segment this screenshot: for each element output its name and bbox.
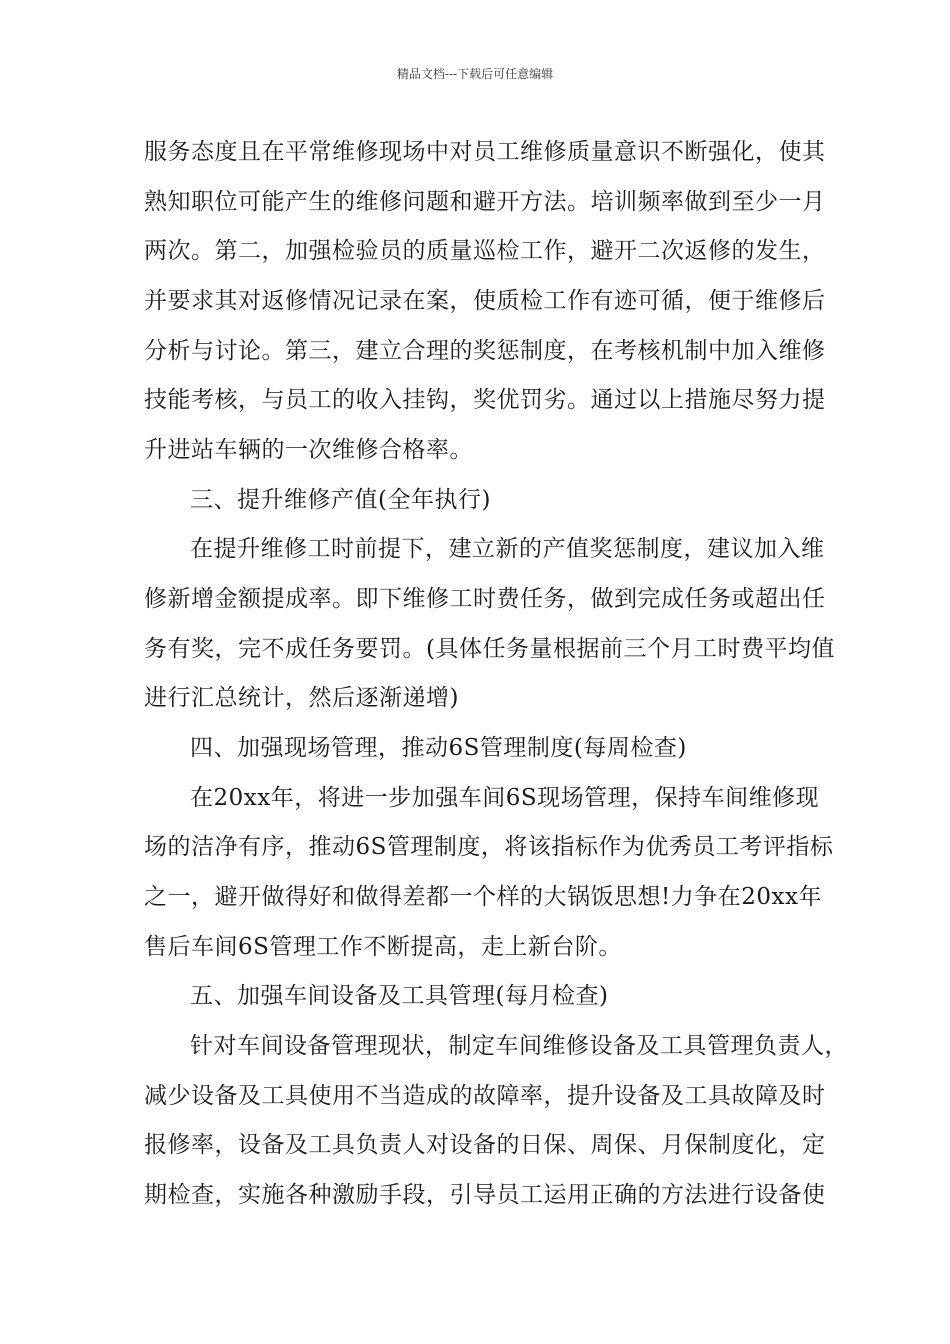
body-line: 技能考核，与员工的收入挂钩，奖优罚劣。通过以上措施尽努力提 [144,387,826,413]
body-line: 并要求其对返修情况记录在案，使质检工作有迹可循，便于维修后 [144,288,826,314]
body-line: 售后车间6S管理工作不断提高，走上新台阶。 [144,934,622,960]
body-line: 报修率，设备及工具负责人对设备的日保、周保、月保制度化，定 [144,1132,826,1158]
body-line: 在提升维修工时前提下，建立新的产值奖惩制度，建议加入维 [190,536,825,562]
body-line: 在20xx年，将进一步加强车间6S现场管理，保持车间维修现 [190,785,820,811]
body-line: 针对车间设备管理现状，制定车间维修设备及工具管理负责人， [190,1033,848,1059]
body-line: 修新增金额提成率。即下维修工时费任务，做到完成任务或超出任 [144,586,826,612]
body-line: 升进站车辆的一次维修合格率。 [144,437,473,463]
body-line: 减少设备及工具使用不当造成的故障率，提升设备及工具故障及时 [144,1083,826,1109]
body-line: 服务态度且在平常维修现场中对员工维修质量意识不断强化，使其 [144,139,826,165]
body-line: 之一，避开做得好和做得差都一个样的大锅饭思想!力争在20xx年 [144,884,822,910]
body-line: 分析与讨论。第三，建立合理的奖惩制度，在考核机制中加入维修 [144,338,826,364]
section-heading: 三、提升维修产值(全年执行) [190,487,491,513]
section-heading: 五、加强车间设备及工具管理(每月检查) [190,983,609,1009]
section-heading: 四、加强现场管理，推动6S管理制度(每周检查) [190,735,687,761]
body-line: 场的洁净有序，推动6S管理制度，将该指标作为优秀员工考评指标 [144,834,834,860]
body-line: 两次。第二，加强检验员的质量巡检工作，避开二次返修的发生， [144,238,826,264]
body-line: 务有奖，完不成任务要罚。(具体任务量根据前三个月工时费平均值 [144,636,835,662]
page-header: 精品文档---下载后可任意编辑 [396,67,554,81]
body-line: 熟知职位可能产生的维修问题和避开方法。培训频率做到至少一月 [144,189,826,215]
body-line: 进行汇总统计，然后逐渐递增) [144,685,459,711]
body-line: 期检查，实施各种激励手段，引导员工运用正确的方法进行设备使 [144,1182,826,1208]
